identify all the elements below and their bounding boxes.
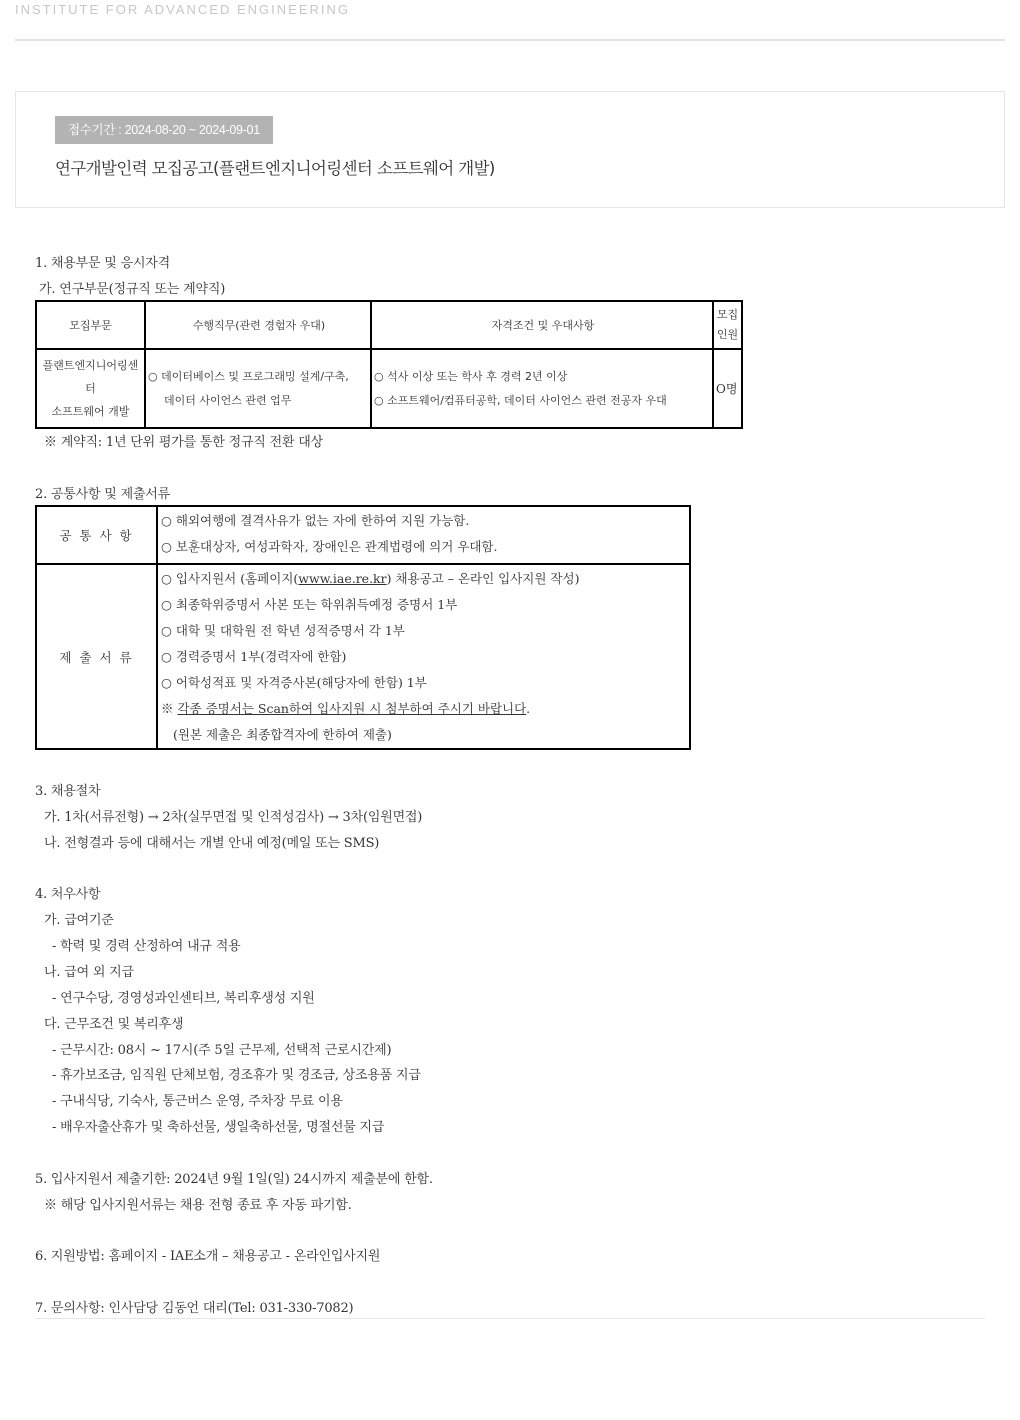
- header-count-line2: 인원: [716, 328, 739, 341]
- list-item: 나. 급여 외 지급: [44, 965, 134, 980]
- recruit-table: [35, 300, 743, 429]
- duty-line: ○ 데이터베이스 및 프로그래밍 설계/구축,: [148, 369, 349, 383]
- list-item: - 구내식당, 기숙사, 통근버스 운영, 주차장 무료 이용: [52, 1094, 343, 1109]
- header-qual: 자격조건 및 우대사항: [371, 301, 713, 349]
- brand-logo[interactable]: INSTITUTE FOR ADVANCED ENGINEERING: [15, 2, 351, 17]
- dept-line: 플랜트엔지니어링센: [42, 359, 139, 372]
- divider: [35, 1318, 985, 1319]
- list-item: ○ 대학 및 대학원 전 학년 성적증명서 각 1부: [161, 623, 405, 638]
- note-mark: ※: [161, 701, 178, 716]
- list-item: - 배우자출산휴가 및 축하선물, 생일축하선물, 명절선물 지급: [52, 1120, 385, 1135]
- section-1-heading: 1. 채용부문 및 응시자격: [35, 256, 171, 271]
- list-item: [161, 566, 689, 592]
- site-header: [15, 0, 1005, 41]
- list-item: - 근무시간: 08시 ~ 17시(주 5일 근무제, 선택적 근로시간제): [52, 1043, 392, 1058]
- list-item: 다. 근무조건 및 복리후생: [44, 1017, 184, 1032]
- header-dept: 모집부문: [36, 301, 145, 349]
- section-4-heading: 4. 처우사항: [35, 887, 101, 902]
- list-item: 나. 전형결과 등에 대해서는 개별 안내 예정(메일 또는 SMS): [44, 836, 380, 851]
- section-7-heading: 7. 문의사항: 인사담당 김동언 대리(Tel: 031-330-7082): [35, 1301, 354, 1316]
- duty-line: 데이터 사이언스 관련 업무: [164, 393, 292, 407]
- docs-prefix: ○ 입사지원서 (홈페이지(: [161, 571, 299, 586]
- qual-cell: [371, 349, 713, 428]
- table-row: [36, 506, 690, 564]
- list-item: 가. 1차(서류전형) → 2차(실무면접 및 인적성검사) → 3차(임원면접): [44, 810, 423, 825]
- header-count: [713, 301, 742, 349]
- post-title: 연구개발인력 모집공고(플랜트엔지니어링센터 소프트웨어 개발): [55, 159, 495, 178]
- section-6-heading: 6. 지원방법: 홈페이지 - IAE소개 – 채용공고 - 온라인입사지원: [35, 1249, 381, 1264]
- docs-items: [157, 564, 690, 749]
- list-item: [161, 696, 689, 722]
- section-2-heading: 2. 공통사항 및 제출서류: [35, 487, 171, 502]
- list-item: ○ 보훈대상자, 여성과학자, 장애인은 관계법령에 의거 우대함.: [161, 539, 498, 554]
- list-item: 가. 급여기준: [44, 913, 114, 928]
- duty-cell: [145, 349, 371, 428]
- docs-suffix: ) 채용공고 – 온라인 입사지원 작성): [386, 571, 580, 586]
- table-row: [36, 564, 690, 749]
- list-item: ※ 해당 입사지원서류는 채용 전형 종료 후 자동 파기함.: [44, 1198, 352, 1213]
- dept-line: 소프트웨어 개발: [51, 405, 130, 418]
- contract-note: ※ 계약직: 1년 단위 평가를 통한 정규직 전환 대상: [44, 435, 323, 450]
- common-items: [157, 506, 690, 564]
- section-1-sub: 가. 연구부문(정규직 또는 계약직): [39, 282, 226, 297]
- common-label: 공 통 사 항: [36, 506, 157, 564]
- table-row: [36, 349, 742, 428]
- application-period-badge: 접수기간 : 2024-08-20 ~ 2024-09-01: [55, 116, 273, 144]
- dept-cell: [36, 349, 145, 428]
- recruit-table-header: [36, 301, 742, 349]
- list-item: (원본 제출은 최종합격자에 한하여 제출): [173, 727, 392, 742]
- list-item: - 휴가보조금, 임직원 단체보험, 경조휴가 및 경조금, 상조용품 지급: [52, 1068, 421, 1083]
- post-header: [15, 91, 1005, 208]
- list-item: - 학력 및 경력 산정하여 내규 적용: [52, 939, 241, 954]
- requirements-table: [35, 505, 691, 750]
- qual-line: ○ 소프트웨어/컴퓨터공학, 데이터 사이언스 관련 전공자 우대: [374, 393, 667, 407]
- note-end: .: [526, 701, 531, 716]
- section-3-heading: 3. 채용절차: [35, 784, 101, 799]
- qual-line: ○ 석사 이상 또는 학사 후 경력 2년 이상: [374, 369, 568, 383]
- header-count-line1: 모집: [716, 308, 739, 321]
- header-duty: 수행직무(관련 경험자 우대): [145, 301, 371, 349]
- list-item: - 연구수당, 경영성과인센티브, 복리후생성 지원: [52, 991, 315, 1006]
- homepage-link[interactable]: www.iae.re.kr: [298, 571, 387, 586]
- list-item: ○ 해외여행에 결격사유가 없는 자에 한하여 지원 가능함.: [161, 513, 470, 528]
- section-5-heading: 5. 입사지원서 제출기한: 2024년 9월 1일(일) 24시까지 제출분에 한함.: [35, 1172, 433, 1187]
- list-item: ○ 어학성적표 및 자격증사본(해당자에 한함) 1부: [161, 675, 427, 690]
- count-cell: O명: [713, 349, 742, 428]
- docs-label: 제 출 서 류: [36, 564, 157, 749]
- scan-note: 각종 증명서는 Scan하여 입사지원 시 첨부하여 주시기 바랍니다: [177, 701, 527, 716]
- dept-line: 터: [85, 382, 96, 395]
- list-item: ○ 최종학위증명서 사본 또는 학위취득예정 증명서 1부: [161, 597, 458, 612]
- list-item: ○ 경력증명서 1부(경력자에 한함): [161, 649, 347, 664]
